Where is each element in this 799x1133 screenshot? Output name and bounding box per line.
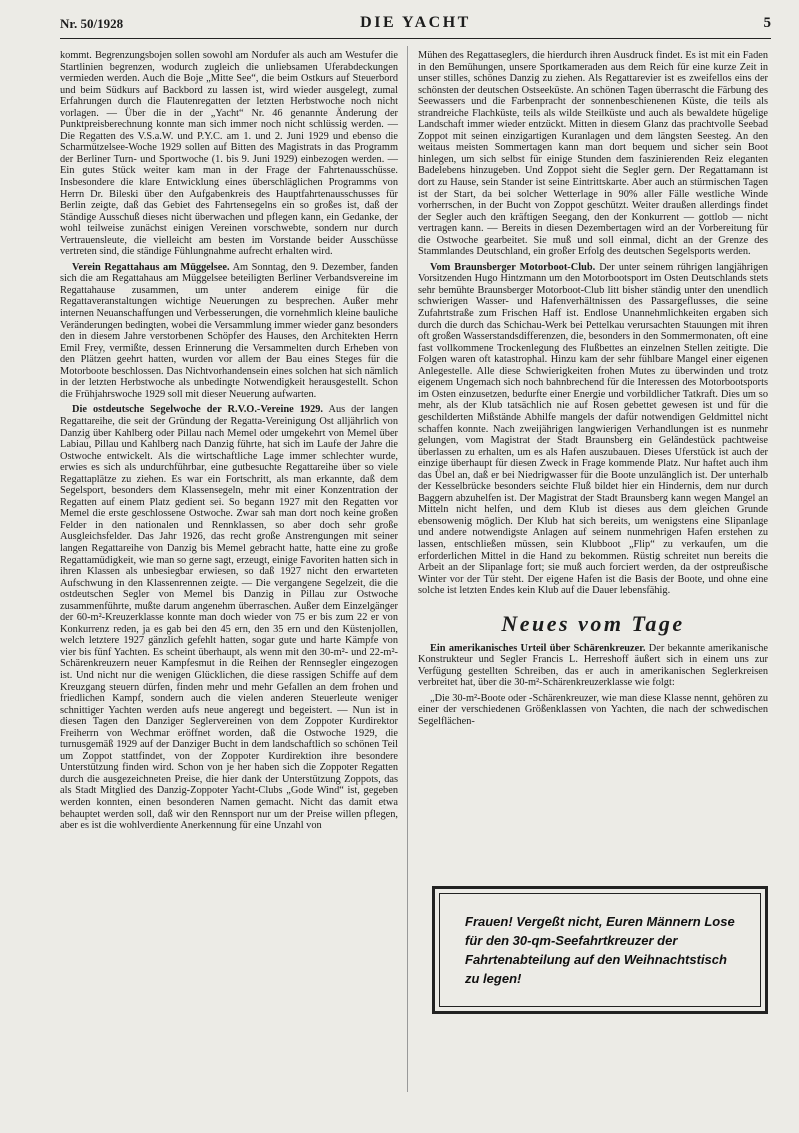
column-divider bbox=[407, 46, 408, 1092]
article-ostwoche bbox=[60, 404, 398, 831]
article-heading: Vom Braunsberger Motorboot-Club. bbox=[430, 261, 596, 273]
right-column bbox=[418, 50, 768, 728]
advertisement-box bbox=[432, 886, 768, 1014]
article-continuation: Mühen des Regattaseglers, die hierdurch ihren Ausdruck findet. Es ist mit ein Faden in den Bemühungen, unsere Sportkameraden aus dem Reich für eine kurze Zeit in unser stilles, schönes Danzig zu ziehen. Als Regattarevier ist es zweifellos eins der schönsten der deutschen Ostseeküste. An schönen Tagen überrascht die Färbung des Seewassers und die Farbenpracht der sonnenbeschienenen Küste, die teils als strandreiche Flachküste, teils als wilde Steilküste und auch als bewaldete hügelige Landschaft immer wieder entzückt. Mitten in diesem Glanz das prachtvolle Seebad Zoppot mit seinen einzigartigen Kuranlagen und dem längsten Seesteg. An den weitaus meisten Sommertagen kann man dort bequem und sicher sein Boot hinlegen, um sich selbst für einige Stunden dem faszinierenden Reiz eleganten Badelebens hinzugeben. Und Zoppot sieht die Segler gern. Der Regattamann ist dort zu Hause, sein Stander ist seine Eintrittskarte. Aber auch an stürmischen Tagen ist der Start, da bei solcher Wetterlage in 90% aller Fälle westliche Winde vorherrschen, in der Bucht von Zoppot geschützt. Weiter draußen allerdings findet der Segler auch den kräftigen Seegang, den der Konkurrent — gottlob — nicht vertragen kann. — Bereits in diesen Dezembertagen wird an der Vorbereitung für die Ostwoche gearbeitet. Sie muß und soll einmal, dicht an der Grenze des Stammlandes Deutschland, ein großer Erfolg des deutschen Segelsports werden. bbox=[418, 50, 768, 258]
article-heading: Die ostdeutsche Segelwoche der R.V.O.-Vereine 1929. bbox=[72, 404, 324, 416]
page-header bbox=[60, 14, 771, 39]
article-braunsberg bbox=[418, 262, 768, 597]
article-body: Der bekannte amerikanische Konstrukteur und Segler Francis L. Herreshoff äußert sich in einem uns zur Verfügung gestellten Schreiben, das er auch in amerikanischen Seglerkreisen verbreitet hat, über die 30-m²-Schärenkreuzerklasse wie folgt: bbox=[418, 642, 768, 689]
article-heading: Verein Regattahaus am Müggelsee. bbox=[72, 261, 230, 273]
article-heading: Ein amerikanisches Urteil über Schärenkreuzer. bbox=[430, 642, 646, 654]
left-column bbox=[60, 50, 398, 832]
article-body: Aus der langen Regattareihe, die seit der Gründung der Regatta-Vereinigung Ost alljährlich von Danzig über Kahlberg oder Pillau nach Memel oder umgekehrt von Memel über Labiau, Pillau und Kahlberg nach Danzig führte, hat sich im Laufe der Jahre die Ostwoche entwickelt. Als die wirtschaftliche Lage immer schlechter wurde, erwies es sich als undurchführbar, eine gutbesuchte Regattareihe über so viele Regattaplätze zu ziehen. Es war ein Fortschritt, als man erkannte, daß dem Segelsport, besonders dem Klassensegeln, mehr mit einer Konzentration der Regatten auf einem Platz gedient sei. So begann 1927 mit den Regatten vor Memel die erste geschlossene Ostwoche. Zwar sah man dort noch keine großen Felder in den nationalen und Rennklassen, so aber doch sehr große Ausgleichsfelder. Das Jahr 1926, das recht große Anstrengungen mit seiner langen Regattareihe von Danzig bis Memel gebracht hatte, hatte eine zu große Regattamüdigkeit, wie man so gerne sagt, erzeugt, einige Favoriten hatten sich in ihren Klassen als unbesiegbar erwiesen, so daß 1927 nicht den erwarteten Aufschwung in den Klassenrennen zeigte. — Die vergangene Segelzeit, die die ostdeutschen Segler von Memel bis Danzig in Pillau zur Ostwoche zusammenführte, mußte darum angenehm überraschen. Außer dem Einzelgänger der 60-m²-Kreuzerklasse konnte man doch wieder von 75 er bis zum 22 er von Konkurrenz reden, ja es gab bei den 45 ern, den 35 ern und den Küstenjollen, welch letztere 1927 gänzlich gefehlt hatten, sogar gute und harte Kämpfe von vier bis fünf Yachten. Es scheint überhaupt, als wenn mit den 30-m²- und 22-m²-Schärenkreuzern neuer Kampfesmut in die Reihen der Rennsegler eingezogen ist. Und nicht nur die wenigen Glücklichen, die diese rassigen Schiffe auf dem Kreuzgang steuern dürfen, finden mehr und mehr Gefallen an dem frohen und friedlichen Kampf, sondern auch die vielen anderen Steuerleute weniger schnittiger Yachten werden aufs neue angeregt und begeistert. — Nun ist in diesen Tagen den Danziger Seglervereinen von dem Zoppoter Kurdirektor Freiherrn von Wechmar eröffnet worden, daß die Ostwoche 1929, die turnusgemäß 1929 auf der Danziger Bucht in dem landschaftlich so schönen Teil um Zoppot stattfindet, von der Zoppoter Kurdirektion ihre besondere Unterstützung finden wird. Schon von je her haben sich die Zoppoter Regatten durch die ausgezeichneten Preise, die hier dank der Unterstützung Zoppots, das als Stadt Mitglied des Danzig-Zoppoter Yacht-Clubs „Gode Wind“ ist, gegeben werden konnten, einen besonderen Namen gemacht. Nicht das damit etwa behauptet werden soll, daß wir den Rennsport nur um der Preise willen pflegen, aber es ist die wohlverdiente Anerkennung für eine Unzahl von bbox=[60, 404, 398, 832]
publication-title: DIE YACHT bbox=[360, 14, 471, 31]
article-schaerenkreuzer bbox=[418, 643, 768, 689]
issue-number: Nr. 50/1928 bbox=[60, 16, 124, 31]
advertisement-inner-frame bbox=[439, 893, 761, 1007]
article-continuation: kommt. Begrenzungsbojen sollen sowohl am Nordufer als auch am Westufer die Startlinien begrenzen, wodurch zugleich die unliebsamen Uferabdeckungen vermieden werden. Auch die Boje „Mitte See“, die beim Ostkurs auf Steuerbord und beim Südkurs auf Backbord zu lassen ist, wird wieder ausgelegt, zumal Erfahrungen durch die Flautenregatten der letzten Herbstwoche noch nicht vorlagen. — Über die in der „Yacht“ Nr. 46 genannte Änderung der Punktpreisberechnung konnte man sich immer noch nicht schlüssig werden. — Die Regatten des V.S.a.W. und P.Y.C. am 1. und 2. Juni 1929 und ebenso die Scharmützelsee-Woche 1929 sollen auf Bitten des Magistrats in das Programm der Berliner Turn- und Sportwoche (1. bis 9. Juni 1929) einbezogen werden. — Ein gutes Stück weiter kam man in der Frage der Fahrtenausschüsse. Insbesondere die klare Entwicklung eines überschläglichen Programms von Herrn Dr. Bileski über den Aufgabenkreis des Hauptfahrtenausschusses für Berlin zeigte, daß das Gebiet des Fahrtensegelns ein so großes ist, daß der Ständige Ausschuß dieses nicht überwachen und pflegen kann, ein Gedanke, der wohl teilweise zunächst einigen Vereinen vorschwebte, sondern nur durch Vertrauensleute, die vielleicht am besten im Vorstande beider Ausschüsse vertreten sind, die ständige Fühlungnahme aufrecht erhalten wird. bbox=[60, 50, 398, 258]
advertisement-text: Frauen! Vergeßt nicht, Euren Männern Lose für den 30-qm-Seefahrtkreuzer der Fahrtenabteilung auf den Weihnachtstisch zu legen! bbox=[465, 914, 735, 986]
section-heading: Neues vom Tage bbox=[501, 610, 685, 636]
article-body: Am Sonntag, den 9. Dezember, fanden sich die am Regattahaus am Müggelsee beteiligten Berliner Verbandsvereine im Regattahause zusammen, um unter anderem einige für die Regattaveranstaltungen wichtige Neuerungen zu besprechen. Außer mehr internen Neuanschaffungen und Verbesserungen, die vornehmlich kleine bauliche Veränderungen bedingten, wobei die Versammlung immer wieder ganz besonders den in diesem Jahre verstorbenen Schöpfer des Hauses, den Architekten Herrn Emil Frey, vermißte, dessen Erinnerung die Versammelten durch Erheben von den Plätzen geehrt hatten, wurden vor allem der Bau eines Steges für die Motorboote beschlossen. Das Nichtvorhandensein eines solchen hat sich nämlich in der letzten Herbstwoche als unbedingte Notwendigkeit herausgestellt. Schon die Frühjahrswoche 1929 soll mit dieser Neuerung aufwarten. bbox=[60, 261, 398, 400]
article-regattahaus bbox=[60, 262, 398, 401]
article-quote: „Die 30-m²-Boote oder -Schärenkreuzer, wie man diese Klasse nennt, gehören zu einer der verschiedenen Größenklassen von Yachten, die nach der schwedischen Segelflächen- bbox=[418, 692, 768, 727]
page-number: 5 bbox=[763, 15, 771, 31]
article-body: Der unter seinem rührigen langjährigen Vorsitzenden Hugo Hintzmann um den Motorbootsport im Osten Deutschlands stets sehr bemühte Braunsberger Motorboot-Club litt bisher ständig unter den unendlich schwierigen Wasser- und Hafenverhältnissen des Passargeflusses, die seine Zufahrtstraße zum Frischen Haff ist. Endlose Unannehmlichkeiten ergaben sich durch die durch das Schichau-Werk bei Pettelkau verursachten Stauungen mit ihren oft großen Wasserstandsdifferenzen, die, besonders in den Sommermonaten, oft eine fast vollkommene Trockenlegung des Flußbettes an einzelnen Stellen zeitigte. Die Folgen waren oft katastrophal. Hinzu kam der sehr fühlbare Mangel einer eigenen Anlegestelle. Alle diese Schwierigkeiten frohen Mutes zu überwinden und trotz eigenem Ungemach sich noch bahnbrechend für die Interessen des Motorbootsports im Osten einzusetzen, bedurfte einer Energie und vorbildlicher Tatkraft. Dies um so mehr, als der Klub tatsächlich nie auf Rosen gebettet gewesen ist und für die geschilderten Mißstände Abhilfe mangels der dafür notwendigen Geldmittel nicht schaffen konnte. Nach zweijährigen langwierigen Verhandlungen ist es nunmehr gelungen, vom Magistrat der Stadt Braunsberg ein Geländestück pachtweise überlassen zu erhalten, um es als Hafen auszubauen. Dieses Uferstück ist auch der einzige überhaupt für diesen Zweck in Frage kommende Platz. Nur haftet auch ihm das Übel an, daß er bei Niedrigwasser für die Boote unzulänglich ist. Der unterhalb der Kesselbrücke besonders seichte Fluß bildet hier ein Hindernis, dem nur durch Baggern abzuhelfen ist. Der Magistrat der Stadt Braunsberg kann wegen Mangel an Mitteln nicht helfen, und dem Klub ist dieses aus dem gleichen Grunde ebensowenig möglich. Der Klub hat sich bereits, um wenigstens eine Slipanlage und andere notwendigste Anlagen auf seinem nunmehrigen Hafen erstehen zu lassen, entschließen müssen, sein Klubboot „Flip“ zu verkaufen, um die erforderlichen Mittel in die Hand zu bekommen. Rüstig schreitet nun bereits die Arbeit an der Slipanlage fort; sie muß auch forciert werden, da der ostpreußische Winter vor der Tür steht. Der eigene Hafen ist die Basis der Boote, und ohne eine solche ist letzten Endes kein Klub auf die Dauer lebensfähig. bbox=[418, 261, 769, 597]
